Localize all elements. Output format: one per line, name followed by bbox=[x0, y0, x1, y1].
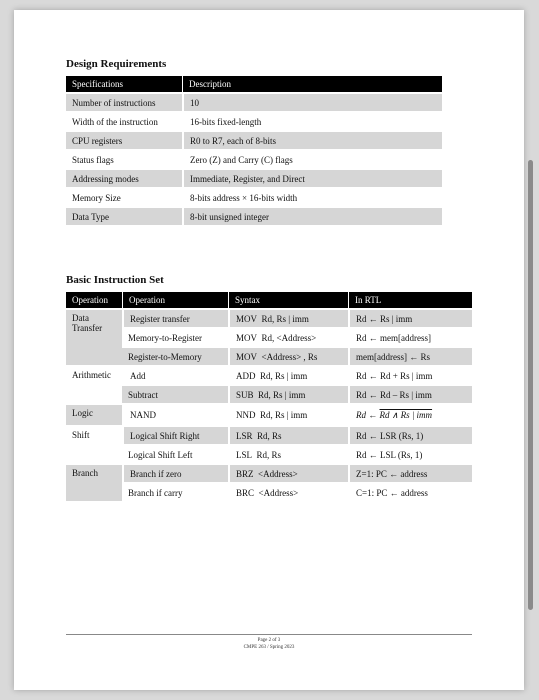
mnemonic: ADD bbox=[236, 370, 256, 381]
rtl-cell: C=1: PC ← address bbox=[348, 484, 472, 501]
operands: Rd, Rs | imm bbox=[258, 389, 306, 400]
rtl-cell: Rd ← LSL (Rs, 1) bbox=[348, 446, 472, 463]
spec-cell: Memory Size bbox=[66, 189, 182, 206]
desc-cell: 10 bbox=[182, 94, 442, 111]
mnemonic: SUB bbox=[236, 389, 254, 400]
rtl-dest: Rd ← bbox=[356, 409, 378, 420]
footer-divider bbox=[66, 634, 472, 635]
table-row bbox=[66, 484, 472, 501]
spec-cell: Status flags bbox=[66, 151, 182, 168]
operation-cell: Register transfer bbox=[122, 310, 228, 327]
mnemonic: NND bbox=[236, 410, 256, 420]
table-row bbox=[66, 386, 472, 403]
scrollbar-thumb[interactable] bbox=[528, 160, 533, 610]
syntax-cell bbox=[228, 484, 348, 501]
vertical-scrollbar[interactable] bbox=[527, 0, 535, 700]
table-row bbox=[66, 132, 442, 149]
table-row bbox=[66, 189, 442, 206]
table-row bbox=[66, 151, 442, 168]
table-row bbox=[66, 94, 442, 111]
rtl-cell bbox=[348, 405, 472, 425]
group-cell: Arithmetic bbox=[66, 367, 122, 403]
table-header-row bbox=[66, 76, 442, 92]
column-header: Description bbox=[182, 76, 442, 92]
mnemonic: BRZ bbox=[236, 468, 254, 479]
operation-cell: NAND bbox=[122, 405, 228, 425]
operands: <Address> bbox=[258, 468, 298, 479]
rtl-cell: mem[address] ← Rs bbox=[348, 348, 472, 365]
table-row bbox=[66, 329, 472, 346]
mnemonic: MOV bbox=[236, 313, 258, 324]
group-cell: Branch bbox=[66, 465, 122, 501]
operands: Rd, Rs bbox=[257, 430, 282, 441]
design-requirements-heading: Design Requirements bbox=[66, 58, 167, 70]
instruction-set-table bbox=[66, 290, 472, 503]
table-row bbox=[66, 427, 472, 444]
rtl-cell: Rd ← LSR (Rs, 1) bbox=[348, 427, 472, 444]
syntax-cell bbox=[228, 465, 348, 482]
desc-cell: 8-bits address × 16-bits width bbox=[182, 189, 442, 206]
syntax-cell bbox=[228, 446, 348, 463]
operands: Rd, Rs bbox=[256, 449, 282, 460]
table-row bbox=[66, 113, 442, 130]
desc-cell: R0 to R7, each of 8-bits bbox=[182, 132, 442, 149]
mnemonic: MOV bbox=[236, 332, 258, 343]
syntax-cell bbox=[228, 348, 348, 365]
footer-course: CMPE 263 / Spring 2023 bbox=[243, 645, 295, 650]
desc-cell: Immediate, Register, and Direct bbox=[182, 170, 442, 187]
rtl-cell: Rd ← mem[address] bbox=[348, 329, 472, 346]
syntax-cell bbox=[228, 427, 348, 444]
desc-cell: 16-bits fixed-length bbox=[182, 113, 442, 130]
syntax-cell bbox=[228, 367, 348, 384]
table-row bbox=[66, 446, 472, 463]
syntax-cell bbox=[228, 310, 348, 327]
table-header-row bbox=[66, 292, 472, 308]
rtl-nand-expr: Rd ∧ Rs | imm bbox=[379, 409, 433, 420]
operands: Rd, <Address> bbox=[261, 332, 317, 343]
table-row bbox=[66, 465, 472, 482]
group-cell: Logic bbox=[66, 405, 122, 425]
table-row bbox=[66, 310, 472, 327]
spec-cell: Data Type bbox=[66, 208, 182, 225]
operation-cell: Memory-to-Register bbox=[122, 329, 228, 346]
rtl-cell: Rd ← Rd + Rs | imm bbox=[348, 367, 472, 384]
operation-cell: Add bbox=[122, 367, 228, 384]
design-requirements-table bbox=[66, 74, 442, 227]
syntax-cell bbox=[228, 329, 348, 346]
rtl-cell: Z=1: PC ← address bbox=[348, 465, 472, 482]
column-header: Operation bbox=[122, 292, 228, 308]
instruction-set-heading: Basic Instruction Set bbox=[66, 274, 164, 286]
column-header: Specifications bbox=[66, 76, 182, 92]
group-cell: Data Transfer bbox=[66, 310, 122, 365]
operands: Rd, Rs | imm bbox=[261, 313, 309, 324]
desc-cell: 8-bit unsigned integer bbox=[182, 208, 442, 225]
operation-cell: Branch if carry bbox=[122, 484, 228, 501]
mnemonic: MOV bbox=[236, 351, 258, 362]
table-row bbox=[66, 208, 442, 225]
column-header: In RTL bbox=[348, 292, 472, 308]
group-cell: Shift bbox=[66, 427, 122, 463]
operation-cell: Register-to-Memory bbox=[122, 348, 228, 365]
operands: Rd, Rs | imm bbox=[260, 410, 308, 420]
table-row bbox=[66, 405, 472, 425]
mnemonic: LSL bbox=[236, 449, 253, 460]
syntax-cell bbox=[228, 386, 348, 403]
spec-cell: Number of instructions bbox=[66, 94, 182, 111]
footer-page-number: Page 2 of 3 bbox=[257, 638, 281, 643]
syntax-cell bbox=[228, 405, 348, 425]
operands: <Address> , Rs bbox=[261, 351, 318, 362]
table-row bbox=[66, 348, 472, 365]
mnemonic: LSR bbox=[236, 430, 253, 441]
document-page bbox=[14, 10, 524, 690]
table-row bbox=[66, 170, 442, 187]
table-row bbox=[66, 367, 472, 384]
mnemonic: BRC bbox=[236, 487, 255, 498]
spec-cell: Width of the instruction bbox=[66, 113, 182, 130]
operation-cell: Subtract bbox=[122, 386, 228, 403]
spec-cell: CPU registers bbox=[66, 132, 182, 149]
operation-cell: Logical Shift Right bbox=[122, 427, 228, 444]
operation-cell: Branch if zero bbox=[122, 465, 228, 482]
operands: Rd, Rs | imm bbox=[260, 370, 308, 381]
rtl-cell: Rd ← Rd – Rs | imm bbox=[348, 386, 472, 403]
operation-cell: Logical Shift Left bbox=[122, 446, 228, 463]
spec-cell: Addressing modes bbox=[66, 170, 182, 187]
operands: <Address> bbox=[258, 487, 299, 498]
column-header: Operation bbox=[66, 292, 122, 308]
rtl-cell: Rd ← Rs | imm bbox=[348, 310, 472, 327]
desc-cell: Zero (Z) and Carry (C) flags bbox=[182, 151, 442, 168]
column-header: Syntax bbox=[228, 292, 348, 308]
